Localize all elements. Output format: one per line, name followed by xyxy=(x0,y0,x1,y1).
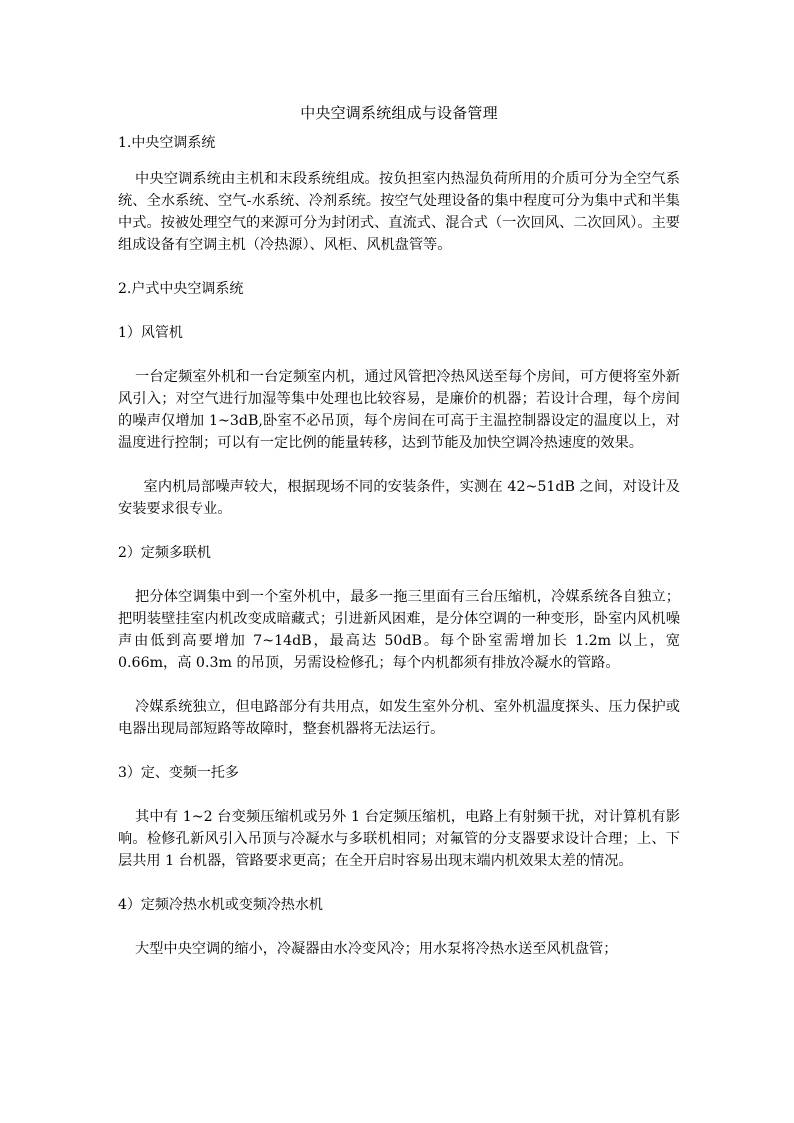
subsection-heading-one-to-many: 3）定、变频一托多 xyxy=(118,765,239,781)
paragraph: 中央空调系统由主机和末段系统组成。按负担室内热湿负荷所用的介质可分为全空气系统、全水系统、空气-水系统、冷剂系统。按空气处理设备的集中程度可分为集中式和半集中式。按被处理空气的来源可分为封闭式、直流式、混合式（一次回风、二次回风）。主要组成设备有空调主机（冷热源）、风柜、风机盘管等。 xyxy=(118,171,680,253)
spacer xyxy=(118,256,680,278)
paragraph: 一台定频室外机和一台定频室内机，通过风管把冷热风送至每个房间，可方便将室外新风引入；对空气进行加湿等集中处理也比较容易，是廉价的机器；若设计合理，每个房间的噪声仅增加 1~3dB,卧室不必吊顶，每个房间在可高于主温控制器设定的温度以上，对温度进行控制；可以有一定比例的能量转移，达到节能及加快空调冷热速度的效果。 xyxy=(118,369,680,451)
spacer xyxy=(118,674,680,696)
document-body xyxy=(118,102,680,960)
spacer xyxy=(118,344,680,366)
paragraph: 冷媒系统独立，但电路部分有共用点，如发生室外分机、室外机温度探头、压力保护或电器出现局部短路等故障时，整套机器将无法运行。 xyxy=(118,699,680,737)
spacer xyxy=(118,154,680,168)
spacer xyxy=(118,300,680,322)
spacer xyxy=(118,872,680,894)
subsection-heading-water-chiller: 4）定频冷热水机或变频冷热水机 xyxy=(118,897,323,913)
paragraph: 室内机局部噪声较大，根据现场不同的安装条件，实测在 42~51dB 之间，对设计及安装要求很专业。 xyxy=(118,479,680,517)
subsection-heading-duct-unit: 1）风管机 xyxy=(118,325,183,341)
spacer xyxy=(118,784,680,806)
document-title: 中央空调系统组成与设备管理 xyxy=(300,104,498,122)
subsection-heading-multi-split: 2）定频多联机 xyxy=(118,545,211,561)
spacer xyxy=(118,520,680,542)
paragraph: 大型中央空调的缩小，冷凝器由水冷变风冷；用水泵将冷热水送至风机盘管； xyxy=(135,941,618,957)
spacer xyxy=(118,916,680,938)
spacer xyxy=(118,740,680,762)
spacer xyxy=(118,454,680,476)
spacer xyxy=(118,564,680,586)
paragraph: 其中有 1~2 台变频压缩机或另外 1 台定频压缩机，电路上有射频干扰，对计算机有影响。检修孔新风引入吊顶与冷凝水与多联机相同；对氟管的分支器要求设计合理；上、下层共用 1 台机器，管路要求更高；在全开启时容易出现末端内机效果太差的情况。 xyxy=(118,809,680,869)
section-heading-1: 1.中央空调系统 xyxy=(118,135,216,151)
section-heading-2: 2.户式中央空调系统 xyxy=(118,281,244,297)
paragraph: 把分体空调集中到一个室外机中，最多一拖三里面有三台压缩机，冷媒系统各自独立；把明装壁挂室内机改变成暗藏式；引进新风困难，是分体空调的一种变形，卧室内风机噪声由低到高要增加 7~14dB，最高达 50dB。每个卧室需增加长 1.2m 以上，宽 0.66m，高 0.3m 的吊顶，另需设检修孔；每个内机都须有排放冷凝水的管路。 xyxy=(118,589,680,671)
